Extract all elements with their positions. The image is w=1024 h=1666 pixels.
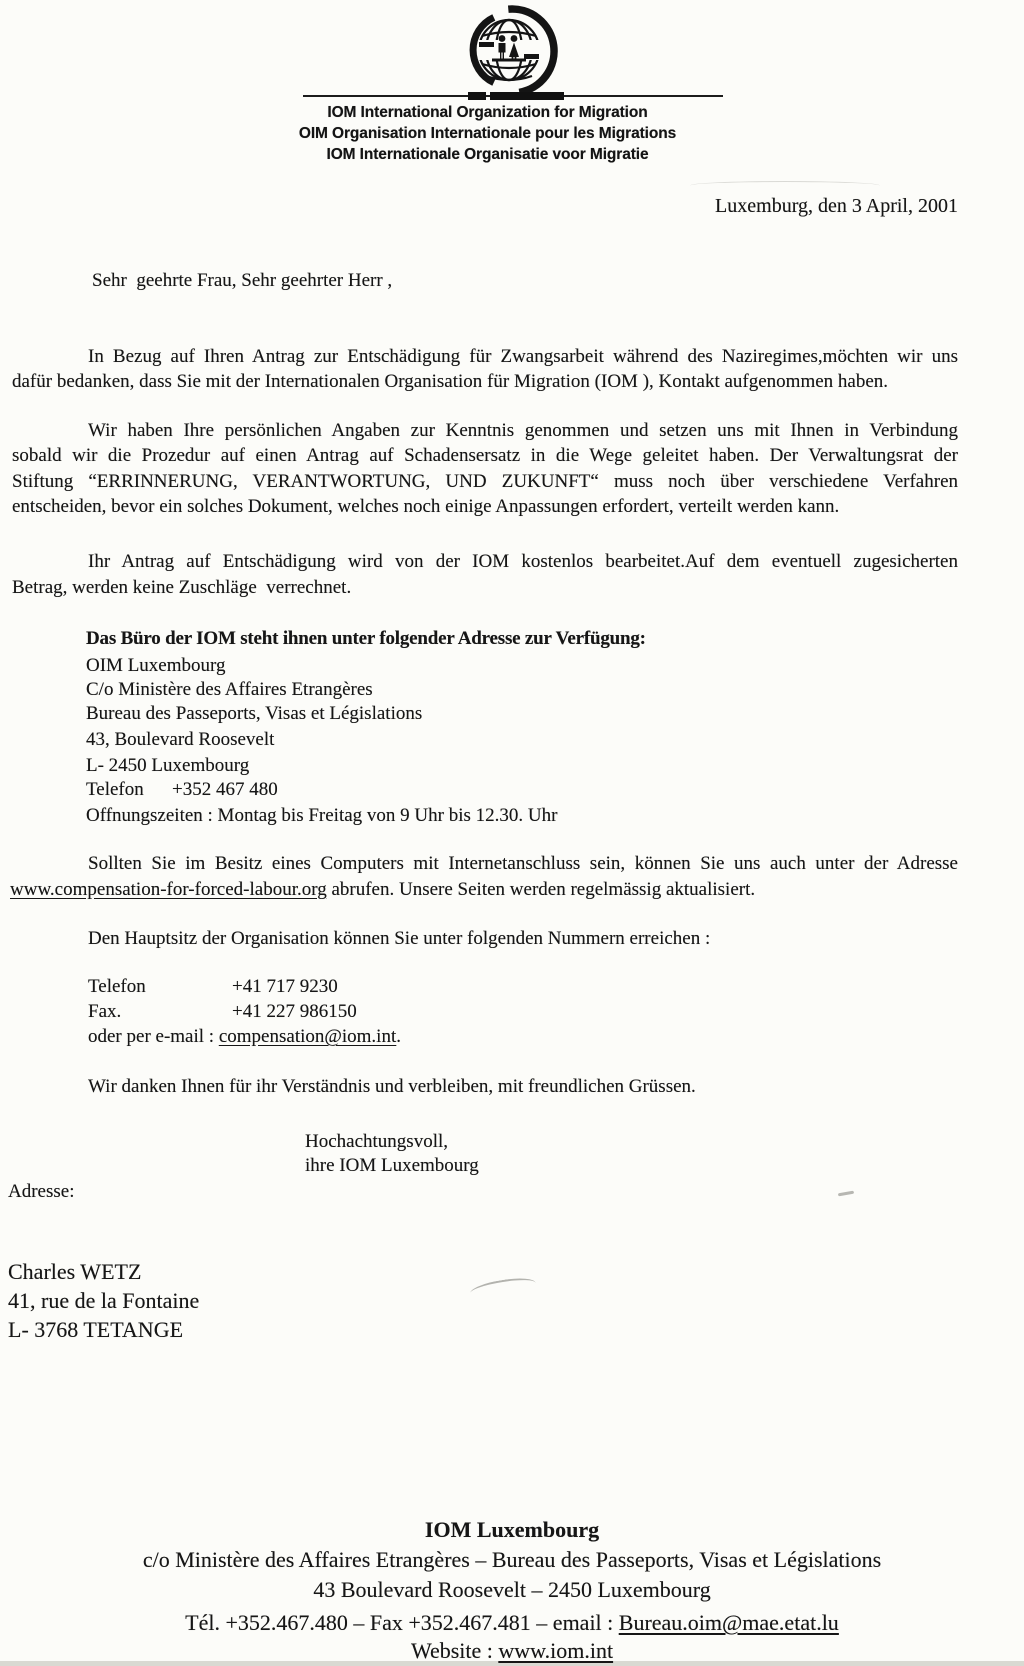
footer-website-line [0, 1637, 1024, 1664]
office-address-line: C/o Ministère des Affaires Etrangères [86, 679, 373, 700]
compensation-website-link[interactable]: www.compensation-for-forced-labour.org [10, 879, 327, 900]
compensation-email-link[interactable]: compensation@iom.int [218, 1026, 397, 1047]
office-address-line: OIM Luxembourg [86, 655, 226, 676]
office-address-heading: Das Büro der IOM steht ihnen unter folgender Adresse zur Verfügung: [86, 628, 646, 649]
iom-globe-logo-icon [446, 4, 576, 100]
recipient-street: 41, rue de la Fontaine [8, 1288, 200, 1313]
paragraph-line [10, 877, 755, 902]
footer-website-label: Website : [410, 1638, 499, 1663]
closing-valediction: Hochachtungsvoll, [305, 1131, 449, 1152]
address-label: Adresse: [8, 1181, 75, 1202]
fax-number: +41 227 986150 [232, 1001, 357, 1022]
letterhead-org-names [0, 102, 975, 165]
org-name-fr: OIM Organisation Internationale pour les Migrations [298, 125, 677, 142]
office-address-line: Bureau des Passeports, Visas et Législations [86, 703, 423, 724]
hq-phone-row [88, 974, 338, 999]
scan-crease-mark [690, 181, 880, 190]
office-address-line: 43, Boulevard Roosevelt [86, 729, 275, 750]
footer-email-link[interactable]: Bureau.oim@mae.etat.lu [618, 1610, 839, 1635]
phone-number: +41 717 9230 [232, 976, 338, 997]
paragraph-text: abrufen. Unsere Seiten werden regelmässig aktualisiert. [326, 879, 756, 900]
recipient-name: Charles WETZ [8, 1259, 142, 1284]
org-name-en: IOM International Organization for Migration [327, 104, 648, 121]
footer-address-line: 43 Boulevard Roosevelt – 2450 Luxembourg [313, 1577, 711, 1602]
org-name-nl: IOM Internationale Organisatie voor Migratie [326, 146, 649, 163]
pen-mark [469, 1275, 537, 1301]
email-suffix: . [396, 1026, 401, 1047]
footer-org-name: IOM Luxembourg [424, 1517, 600, 1542]
fax-label: Fax. [88, 1001, 122, 1022]
paragraph-line: Betrag, werden keine Zuschläge verrechnet. [12, 577, 352, 598]
paragraph-line: Wir haben Ihre persönlichen Angaben zur Kenntnis genommen und setzen uns mit Ihnen in Verbindung [88, 420, 958, 441]
office-hours-line: Offnungszeiten : Montag bis Freitag von 9 Uhr bis 12.30. Uhr [86, 805, 558, 826]
phone-label: Telefon [86, 779, 144, 800]
phone-number: +352 467 480 [172, 779, 278, 800]
hq-email-row [88, 1024, 401, 1049]
footer-address-line: c/o Ministère des Affaires Etrangères – Bureau des Passeports, Visas et Législations [142, 1547, 882, 1572]
paragraph-line: Stiftung “ERRINNERUNG, VERANTWORTUNG, UND ZUKUNFT“ muss noch über verschiedene Verfahren [12, 471, 958, 492]
closing-signature: ihre IOM Luxembourg [305, 1155, 479, 1176]
header-rule-thick-segment [490, 92, 564, 100]
paragraph-line: entscheiden, bevor ein solches Dokument, welches noch einige Anpassungen erfordert, verteilt werden kann. [12, 496, 840, 517]
salutation: Sehr geehrte Frau, Sehr geehrter Herr , [92, 270, 393, 291]
paragraph-line: In Bezug auf Ihren Antrag zur Entschädigung für Zwangsarbeit während des Naziregimes,möchten wir uns [88, 346, 958, 367]
email-prefix: oder per e-mail : [88, 1026, 219, 1047]
office-phone-row [86, 777, 278, 802]
phone-label: Telefon [88, 976, 146, 997]
header-rule-thick-segment [468, 92, 486, 100]
paragraph-line: Sollten Sie im Besitz eines Computers mit Internetanschluss sein, können Sie uns auch unter der Adresse [88, 853, 958, 874]
date-line: Luxemburg, den 3 April, 2001 [715, 195, 958, 217]
paragraph-line: dafür bedanken, dass Sie mit der Internationalen Organisation für Migration (IOM ), Kontakt aufgenommen haben. [12, 371, 889, 392]
footer-tel-fax: Tél. +352.467.480 – Fax +352.467.481 – email : [185, 1610, 619, 1635]
footer-contact-line [0, 1609, 1024, 1636]
paragraph-line: Ihr Antrag auf Entschädigung wird von der IOM kostenlos bearbeitet.Auf dem eventuell zugesicherten [88, 551, 958, 572]
recipient-city: L- 3768 TETANGE [8, 1317, 184, 1342]
paragraph-line: sobald wir die Prozedur auf einen Antrag auf Schadensersatz in die Wege geleitet haben. Der Verwaltungsrat der [12, 445, 958, 466]
hq-intro-line: Den Hauptsitz der Organisation können Sie unter folgenden Nummern erreichen : [88, 928, 711, 949]
hq-fax-row [88, 999, 357, 1024]
office-address-line: L- 2450 Luxembourg [86, 755, 250, 776]
scan-smudge [838, 1191, 854, 1197]
footer-website-link[interactable]: www.iom.int [498, 1638, 614, 1663]
thanks-line: Wir danken Ihnen für ihr Verständnis und verbleiben, mit freundlichen Grüssen. [88, 1076, 696, 1097]
